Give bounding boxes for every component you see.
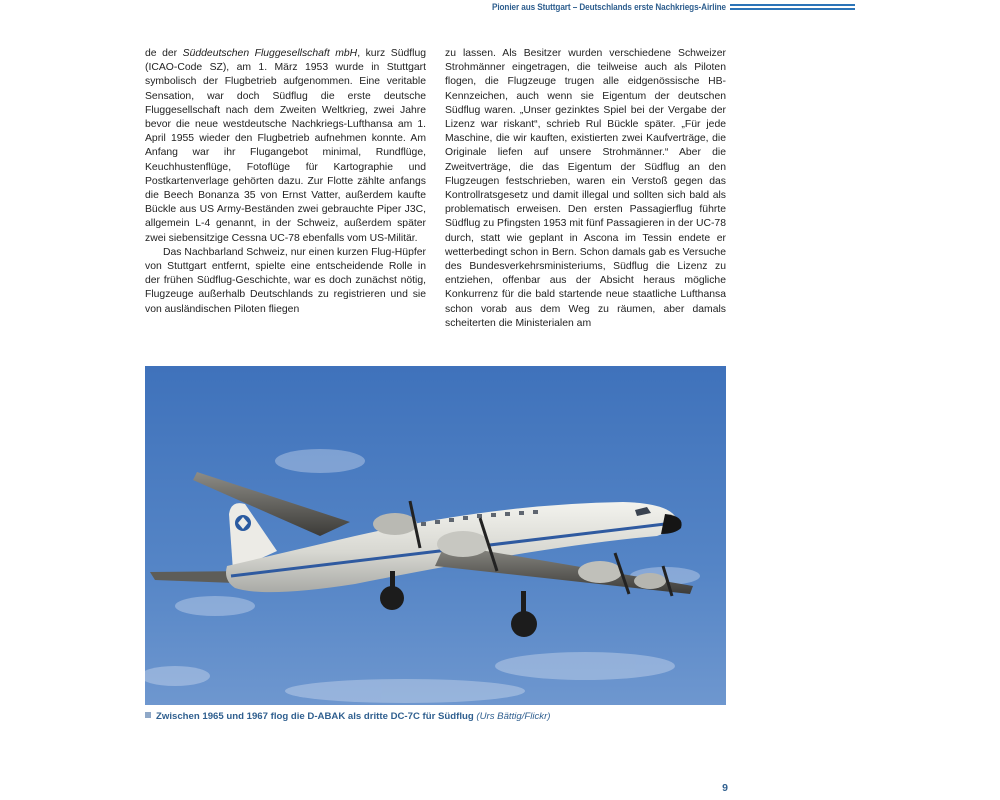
- header-bar-top: [730, 4, 855, 6]
- text-column-right: [445, 47, 726, 331]
- text-column-left: [145, 47, 426, 317]
- photo-credit: (Urs Bättig/Flickr): [476, 711, 551, 722]
- text-run: Das Nachbarland Schweiz, nur einen kurzen Flug-Hüpfer von Stuttgart entfernt, spielte eine entscheidende Rolle in der frühen Südflug-Geschichte, war es doch zunächst nötig, Flugzeuge außerhalb Deutschlands zu registrieren und sie von ausländischen Piloten fliegen: [145, 246, 426, 315]
- caption-text: Zwischen 1965 und 1967 flog die D-ABAK als dritte DC-7C für Südflug: [156, 711, 474, 722]
- text-run: de der: [145, 48, 183, 59]
- dc7c-airplane-illustration: [145, 366, 726, 705]
- header-decoration: [730, 4, 855, 12]
- engine-1: [373, 513, 417, 535]
- aircraft-photo: [145, 366, 726, 705]
- engine-3: [578, 561, 622, 583]
- emphasized-text: Süddeutschen Fluggesellschaft mbH: [182, 48, 358, 59]
- paragraph: [445, 47, 726, 331]
- text-run: , kurz Südflug (ICAO-Code SZ), am 1. März 1953 wurde in Stuttgart symbolisch der Flugbetrieb aufgenommen. Eine veritable Sensation, war doch Südflug die erste deutsche Fluggesellschaft nach dem Zweiten Weltkrieg, zwei Jahre bevor die neue westdeutsche Nachkriegs-Lufthansa am 1. April 1955 wieder den Flugbetrieb aufnehmen konnte. Am Anfang war ihr Flugangebot minimal, Rundflüge, Keuchhustenflüge, Fotoflüge für Kartographie und Postkartenverlage gehörten dazu. Zur Flotte zählte anfangs die Beech Bonanza 35 von Ernst Vatter, außerdem kaufte Bückle aus US Army-Beständen zwei gebrauchte Piper J3C, allgemein L-4 genannt, in der Schweiz, außerdem später zwei siebensitzige Cessna UC-78 ebenfalls vom US-Militär.: [145, 48, 427, 244]
- header-bar-bottom: [730, 8, 855, 10]
- engine-4: [634, 573, 666, 589]
- figure-caption: [145, 711, 745, 722]
- caption-marker: [145, 712, 151, 718]
- paragraph: [145, 47, 426, 246]
- text-run: zu lassen. Als Besitzer wurden verschiedene Schweizer Strohmänner eingetragen, die teilweise auch als Piloten flogen, die Flugzeuge trugen alle eidgenössische HB-Kennzeichen, auch wenn sie Eigentum der deutschen Südflug waren. „Unser gezinktes Spiel bei der Vergabe der Lizenz war riskant“, schrieb Rul Bückle später. „Für jede Maschine, die wir kauften, existierten zwei Kaufverträge, die Originale liefen auf unsere Strohmänner.“ Aber die Zweitverträge, die das Eigentum der Südflug an den Flugzeugen festschrieben, waren ein Verstoß gegen das Kontrollratsgesetz und damit illegal und sollten sich bald als problematisch erweisen. Den ersten Passagierflug führte Südflug zu Pfingsten 1953 mit fünf Passagieren in der UC-78 durch, statt wie geplant in Ascona im Tessin endete er wetterbedingt schon in Bern. Schon damals gab es Versuche des Bundesverkehrsministeriums, Südflug die Lizenz zu entziehen, offenbar aus der Absicht heraus mögliche Konkurrenz für die bald startende neue staatliche Lufthansa schon vorab aus dem Weg zu räumen, aber damals scheiterten die Ministerialen am: [445, 48, 726, 329]
- running-header: Pionier aus Stuttgart – Deutschlands erste Nachkriegs-Airline: [491, 2, 726, 13]
- page-number: 9: [722, 782, 728, 794]
- paragraph: [145, 246, 426, 317]
- engine-2: [437, 531, 489, 557]
